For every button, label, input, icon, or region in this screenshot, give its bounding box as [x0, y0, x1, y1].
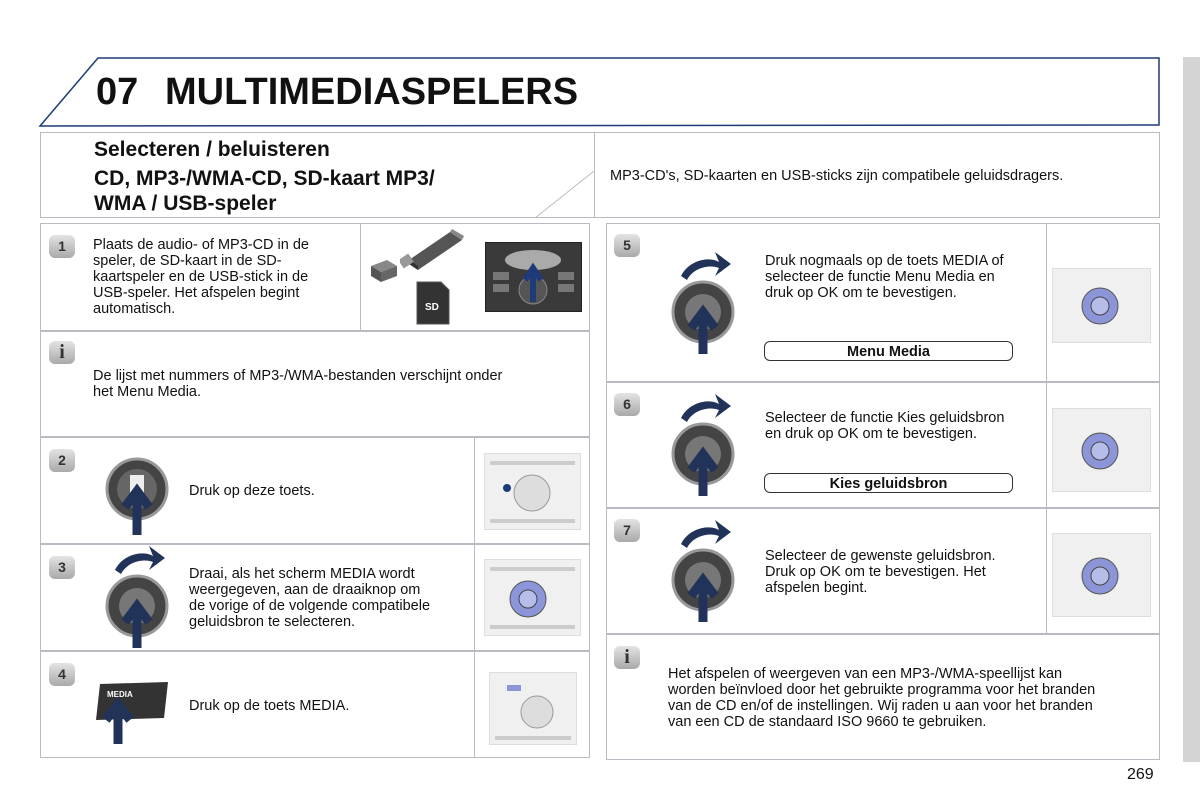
- usb-stick-icon: [400, 228, 466, 272]
- info-1-icon: i: [49, 340, 75, 364]
- step-2-divider: [474, 437, 475, 544]
- media-key-label: MEDIA: [107, 690, 133, 699]
- step-3-badge: 3: [49, 555, 75, 579]
- sd-card-icon: [415, 280, 451, 326]
- step-6-panel-knob-icon: [1052, 408, 1151, 492]
- step-7-knob-icon: [669, 518, 737, 624]
- step-3-text: Draai, als het scherm MEDIA wordt weergegeven, aan de draaiknop om de vorige of de volgende compatibele geluidsbron te selecteren.: [189, 566, 431, 630]
- step-1-text: Plaats de audio- of MP3-CD in de speler, de SD-kaart in de SD- kaartspeler en de USB-stick in de USB-speler. Het afspelen begint automatisch.: [93, 237, 309, 317]
- info-2-icon: i: [614, 645, 640, 669]
- step-2-badge: 2: [49, 448, 75, 472]
- step-4-divider: [474, 651, 475, 758]
- chapter-number: 07: [96, 71, 139, 113]
- step-5-text: Druk nogmaals op de toets MEDIA of selecteer de functie Menu Media en druk op OK om te bevestigen.: [765, 253, 1004, 301]
- menu-media-button[interactable]: Menu Media: [764, 341, 1013, 361]
- step-5-divider: [1046, 223, 1047, 382]
- step-5-badge: 5: [614, 233, 640, 257]
- step-7-divider: [1046, 508, 1047, 634]
- info-1-text: De lijst met nummers of MP3-/WMA-bestanden verschijnt onder het Menu Media.: [93, 368, 503, 400]
- kies-geluidsbron-button[interactable]: Kies geluidsbron: [764, 473, 1013, 493]
- step-2-text: Druk op deze toets.: [189, 483, 315, 499]
- page-title: MULTIMEDIASPELERS: [165, 71, 579, 113]
- step-6-badge: 6: [614, 392, 640, 416]
- step-1-badge: 1: [49, 234, 75, 258]
- step-6-knob-icon: [669, 392, 737, 498]
- step-2-knob-icon: [484, 453, 581, 530]
- intro-subheading-line2: WMA / USB-speler: [94, 192, 277, 215]
- intro-subheading-line1: CD, MP3-/WMA-CD, SD-kaart MP3/: [94, 167, 435, 190]
- step-3-knob-icon: [484, 559, 581, 636]
- step-3-divider: [474, 544, 475, 651]
- intro-corner-fold: [535, 170, 595, 218]
- intro-heading: Selecteren / beluisteren: [94, 138, 330, 161]
- step-4-text: Druk op de toets MEDIA.: [189, 698, 350, 714]
- step-7-text: Selecteer de gewenste geluidsbron. Druk op OK om te bevestigen. Het afspelen begint.: [765, 548, 996, 596]
- step-7-badge: 7: [614, 518, 640, 542]
- intro-note: MP3-CD's, SD-kaarten en USB-sticks zijn compatibele geluidsdragers.: [610, 168, 1064, 184]
- step-6-text: Selecteer de functie Kies geluidsbron en druk op OK om te bevestigen.: [765, 410, 1005, 442]
- step-4-knob-icon: [489, 672, 577, 745]
- media-button-icon: [103, 455, 171, 537]
- rotary-knob-icon: [103, 544, 171, 650]
- page-number: 269: [1127, 766, 1154, 783]
- page-edge-bar: [1183, 57, 1200, 762]
- step-7-panel-knob-icon: [1052, 533, 1151, 617]
- svg-text:SD: SD: [425, 302, 439, 313]
- step-1-divider: [360, 223, 361, 331]
- step-5-knob-icon: [669, 250, 737, 356]
- info-2-text: Het afspelen of weergeven van een MP3-/WMA-speellijst kan worden beïnvloed door het gebruikte programma voor het branden van de CD en/of de instellingen. Wij raden u aan voor het branden van een CD de standaard ISO 9660 te gebruiken.: [668, 666, 1096, 730]
- radio-disc-icon: [485, 242, 582, 312]
- step-4-badge: 4: [49, 662, 75, 686]
- step-5-panel-knob-icon: [1052, 268, 1151, 343]
- sd-reader-icon: [369, 258, 399, 284]
- step-6-divider: [1046, 382, 1047, 508]
